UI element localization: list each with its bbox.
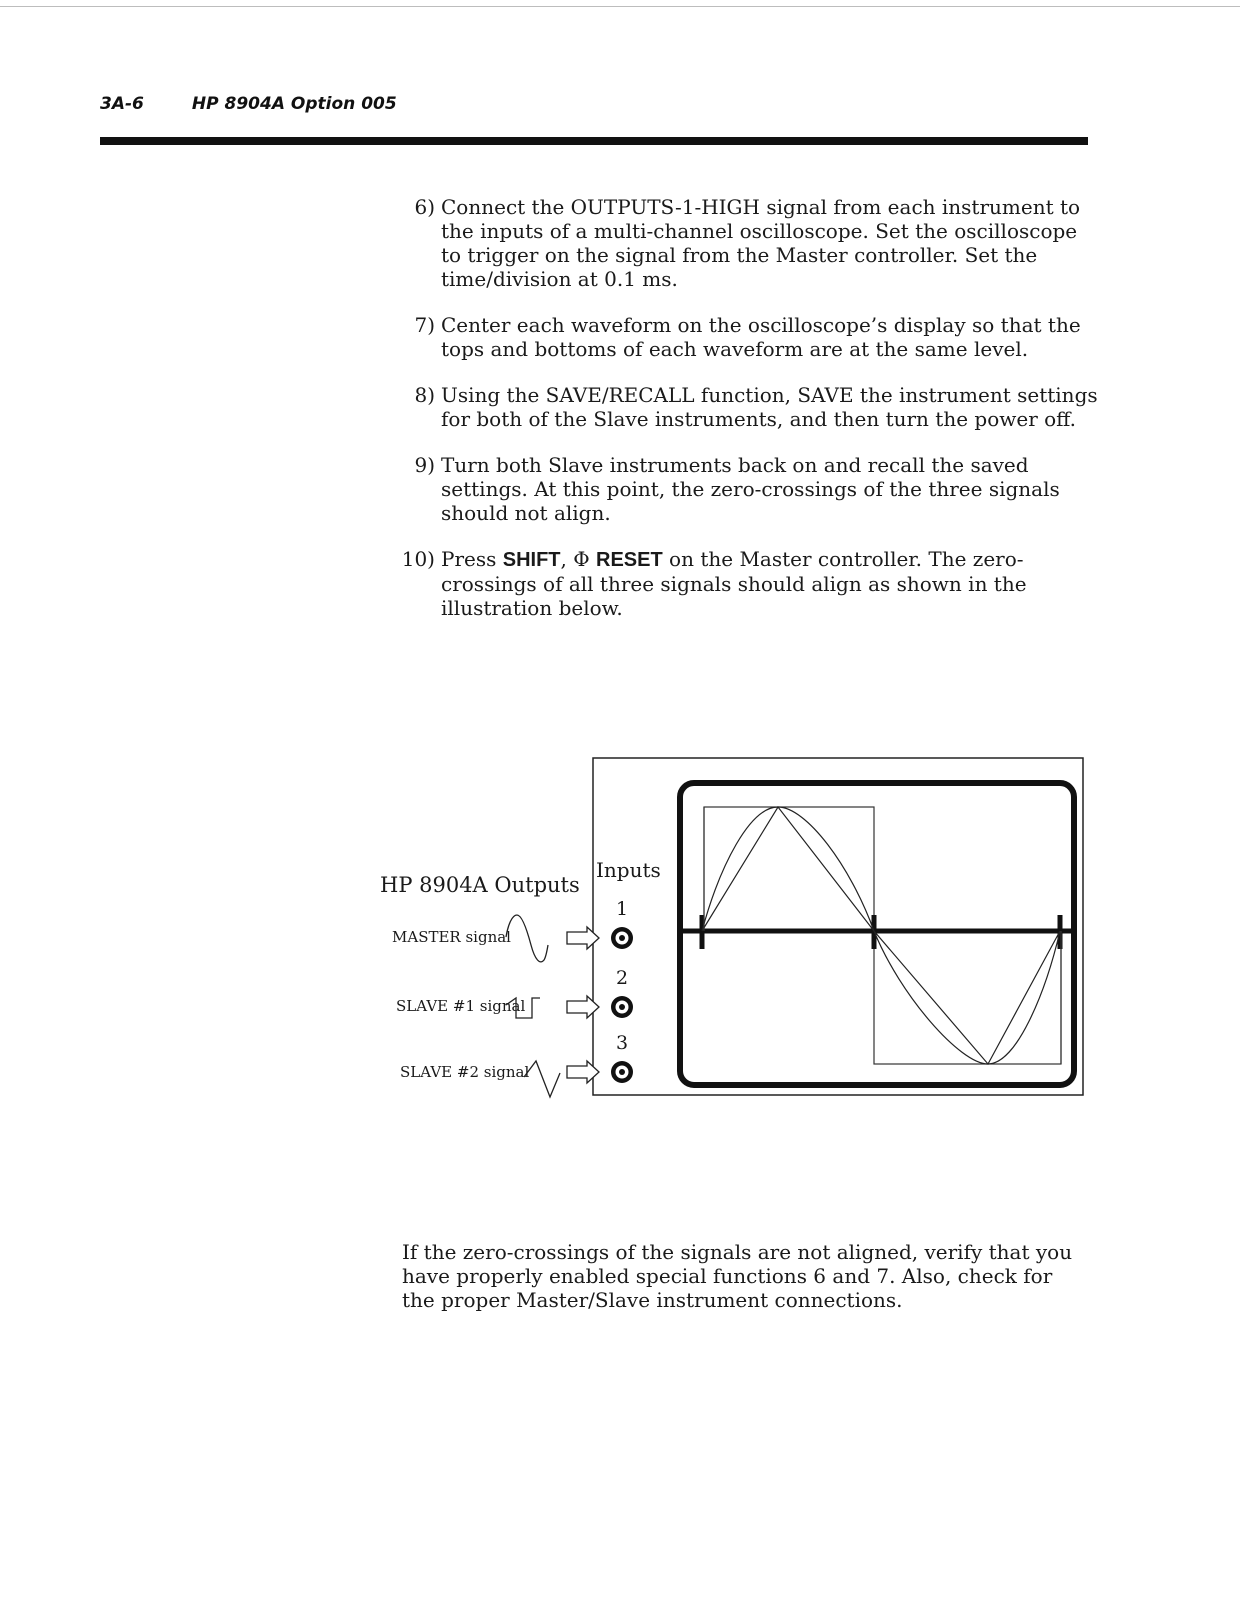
- alignment-note: If the zero-crossings of the signals are not aligned, verify that you have properly enabled special functions 6 and 7. Also, check for the proper Master/Slave instrument connections.: [402, 1240, 1073, 1312]
- upper-waveform-box: [704, 807, 874, 932]
- manual-title: HP 8904A Option 005: [191, 94, 397, 114]
- step-text: Turn both Slave instruments back on and recall the saved settings. At this point, the zero-crossings of the three signals should not align.: [441, 453, 1060, 525]
- step-text: Using the SAVE/RECALL function, SAVE the instrument settings for both of the Slave instruments, and then turn the power off.: [441, 383, 1098, 431]
- step-number: 6): [414, 195, 435, 219]
- step-8: [400, 383, 1100, 431]
- step-text-part: ,: [560, 547, 574, 571]
- connector-icon: [611, 927, 633, 949]
- inputs-title: Inputs: [596, 858, 661, 882]
- step-text-part: on the Master controller. The zero-crossings of all three signals should align as shown in the illustration below.: [441, 547, 1027, 620]
- section-number: 3A-6: [100, 94, 144, 114]
- procedure-steps: [400, 195, 1100, 642]
- sine-icon: [506, 915, 548, 962]
- input-number: 2: [616, 967, 629, 989]
- slave1-signal-label: SLAVE #1 signal: [396, 997, 526, 1015]
- step-number: 9): [414, 453, 435, 477]
- step-number: 10): [401, 547, 435, 571]
- scan-edge-line: [0, 6, 1240, 7]
- step-text: Center each waveform on the oscilloscope’s display so that the tops and bottoms of each waveform are at the same level.: [441, 313, 1081, 361]
- triangle-waveform: [702, 807, 1060, 1064]
- step-text: Connect the OUTPUTS-1-HIGH signal from each instrument to the inputs of a multi-channel oscilloscope. Set the oscilloscope to trigger on the signal from the Master controller. Set the time/division at 0.1 ms.: [441, 195, 1081, 291]
- arrow-icon: [567, 996, 599, 1018]
- sine-waveform: [702, 807, 1060, 1064]
- step-text-part: Press: [441, 547, 503, 571]
- input-number: 3: [616, 1032, 629, 1054]
- input-number: 1: [616, 898, 629, 920]
- header-rule: [100, 137, 1088, 145]
- step-6: [400, 195, 1100, 291]
- shift-key: SHIFT: [502, 549, 561, 571]
- lower-waveform-box: [874, 932, 1061, 1064]
- outputs-title: HP 8904A Outputs: [380, 873, 580, 897]
- scope-panel-outline: [593, 758, 1083, 1095]
- page-header: [100, 94, 397, 114]
- connector-icon: [611, 996, 633, 1018]
- master-signal-label: MASTER signal: [392, 928, 511, 946]
- oscilloscope-illustration: [380, 755, 1090, 1100]
- reset-key: RESET: [596, 549, 663, 571]
- step-7: [400, 313, 1100, 361]
- step-number: 7): [414, 313, 435, 337]
- step-10: [400, 547, 1100, 620]
- step-text: [441, 547, 1100, 620]
- arrow-icon: [567, 927, 599, 949]
- slave2-signal-label: SLAVE #2 signal: [400, 1063, 530, 1081]
- connector-icon: [611, 1061, 633, 1083]
- arrow-icon: [567, 1061, 599, 1083]
- phi-symbol: Φ: [573, 547, 590, 571]
- step-number: 8): [414, 383, 435, 407]
- step-9: [400, 453, 1100, 525]
- triangle-icon: [524, 1061, 560, 1097]
